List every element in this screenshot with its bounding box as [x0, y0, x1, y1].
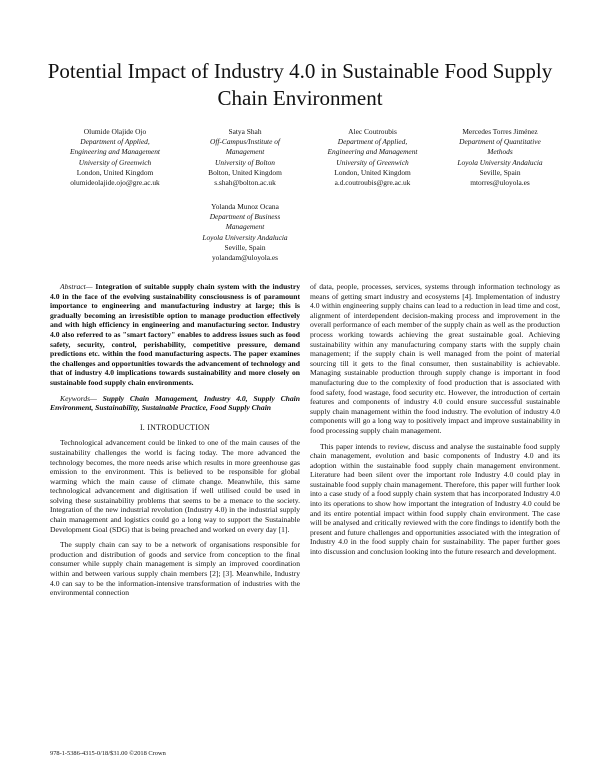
author-affiliation: Engineering and Management [70, 147, 160, 157]
keywords-label: Keywords— [60, 393, 97, 403]
author-name: Olumide Olajide Ojo [83, 127, 147, 136]
author-affiliation: University of Greenwich [336, 157, 409, 167]
author-name: Yolanda Munoz Ocana [211, 202, 279, 211]
author-affiliation: Methods [487, 147, 513, 157]
copyright-footer: 978-1-5386-4315-0/18/$31.00 ©2018 Crown [50, 750, 166, 757]
author-affiliation: University of Bolton [215, 157, 275, 167]
author-location: London, United Kingdom [334, 167, 411, 177]
author-affiliation: Department of Applied, [337, 137, 408, 147]
author-location: Seville, Spain [224, 242, 266, 252]
author-email: a.d.coutroubis@gre.ac.uk [334, 178, 411, 188]
author-name: Satya Shah [228, 127, 262, 136]
author-affiliation: Department of Quantitative [459, 137, 541, 147]
abstract-text: Integration of suitable supply chain system with the industry 4.0 in the face of the evolving sustainability consciousness is of paramount importance to engineering and manufacturing industry at large; this is gradually becoming an irresistible option to manage production effectively and with high efficiency in engineering and manufacturing sector. Industry 4.0 also referred to as "smart factory" enables to address issues such as food safety, security, control, perishability, competitive pressure, demand predictions etc. within the food manufacturing aspects. The paper examines the challenges and opportunities towards the advancement of technology and that of industry 4.0 implications towards sustainability and more closely on sustainable food supply chain environments. [50, 282, 300, 387]
author-block-5 [180, 202, 310, 263]
abstract [50, 282, 300, 388]
author-affiliation: Management [225, 222, 265, 232]
author-block-4 [440, 127, 560, 188]
author-affiliation: Loyola University Andalucia [457, 157, 543, 167]
author-affiliation: Off-Campus/Institute of [209, 137, 280, 147]
author-name: Alec Coutroubis [348, 127, 397, 136]
abstract-label: Abstract— [60, 282, 93, 291]
author-affiliation: Department of Business [209, 212, 281, 222]
author-email: yolandam@uloyola.es [211, 253, 279, 263]
intro-paragraph-1: Technological advancement could be linked to one of the main causes of the sustainability challenges the world is facing today. The more advanced the technology becomes, the more needs arise which results in more greenhouse gas emission to the environment. This is believed to be responsible for global warming which the main cause of climate change. Meanwhile, this same technological advancement and digitisation if well utilised could be used in solving these sustainability problems that seems to be a menace to the society. Integration of the new industrial revolution (Industry 4.0) in the industrial supply chain management and logistics could go a long way to support the Sustainable Development Goal (SDG) that is being preached and worked on every day [1]. [50, 438, 300, 534]
author-block-1 [50, 127, 180, 188]
author-email: s.shah@bolton.ac.uk [214, 178, 276, 188]
author-location: London, United Kingdom [76, 167, 154, 177]
author-affiliation: Department of Applied, [80, 137, 150, 147]
right-column [310, 282, 560, 563]
author-email: olumideolajide.ojo@gre.ac.uk [70, 178, 160, 188]
author-affiliation: Loyola University Andalucia [202, 232, 288, 242]
keywords [50, 394, 300, 413]
author-block-3 [305, 127, 440, 188]
author-location: Seville, Spain [479, 167, 521, 177]
author-email: mtorres@uloyola.es [470, 178, 530, 188]
intro-paragraph-2: The supply chain can say to be a network of organisations responsible for production and distribution of goods and service from conception to the final consumer while supply chain management is simply an improved coordination within and between various supply chain members [2]; [3]. Meanwhile, Industry 4.0 can say to be the information-intensive transformation of industries with the environmental connection [50, 540, 300, 598]
author-location: Bolton, United Kingdom [208, 167, 282, 177]
author-block-2 [180, 127, 310, 188]
keywords-text: Supply Chain Management, Industry 4.0, Supply Chain Environment, Sustainability, Sustainable Practice, Food Supply Chain [50, 393, 300, 413]
left-column [50, 282, 300, 604]
body-paragraph-continued: of data, people, processes, services, systems through information technology as means of getting smart industry and ecosystems [4]. Implementation of industry 4.0 within engineering supply chains can lead to a reduction in lead time and cost, alignment of interdependent decision-making process and improvement in the overall performance of each member of the supply chain as well as the production process working towards achieving the great sustainable goal. Achieving sustainability within any manufacturing company starts with the supply chain management; if the supply chain is well managed from the point of material sourcing till it gets to the final consumer, then sustainability is achievable. Managing sustainable production through supply change is important in food manufacturing due to the complexity of food production that is associated with food safety, food wastage, food security etc. However, the introduction of certain features and components of industry 4.0 could ensure successful sustainable supply chain management within the food industry. The evolution of industry 4.0 components will go a long way to positively impact and improve sustainability in food processing supply chain management. [310, 282, 560, 435]
section-heading-introduction: I. INTRODUCTION [139, 422, 211, 432]
paper-title: Potential Impact of Industry 4.0 in Sustainable Food Supply Chain Environment [47, 59, 553, 110]
author-affiliation: Engineering and Management [327, 147, 418, 157]
author-affiliation: University of Greenwich [78, 157, 152, 167]
body-paragraph-2: This paper intends to review, discuss and analyse the sustainable food supply chain management, evolution and basic components of Industry 4.0 and its adoption within the sustainable food supply chain management environment. Literature had been silent over the important role Industry 4.0 could play in sustainable food supply chain management. Therefore, this paper will further look into a case study of a food supply chain system that has incorporated Industry 4.0 into its operations to show how important the integration of Industry 4.0 could be and its entire potential impact within food supply chain environment. The case will be analysed and critically reviewed with the core findings to identify both the present and future challenges and opportunities associated with the integration of Industry 4.0 in the food supply chain for sustainability. The paper further goes into discussion and conclusion looking into the future research and development. [310, 441, 560, 557]
author-affiliation: Management [225, 147, 265, 157]
author-name: Mercedes Torres Jiménez [462, 127, 538, 136]
